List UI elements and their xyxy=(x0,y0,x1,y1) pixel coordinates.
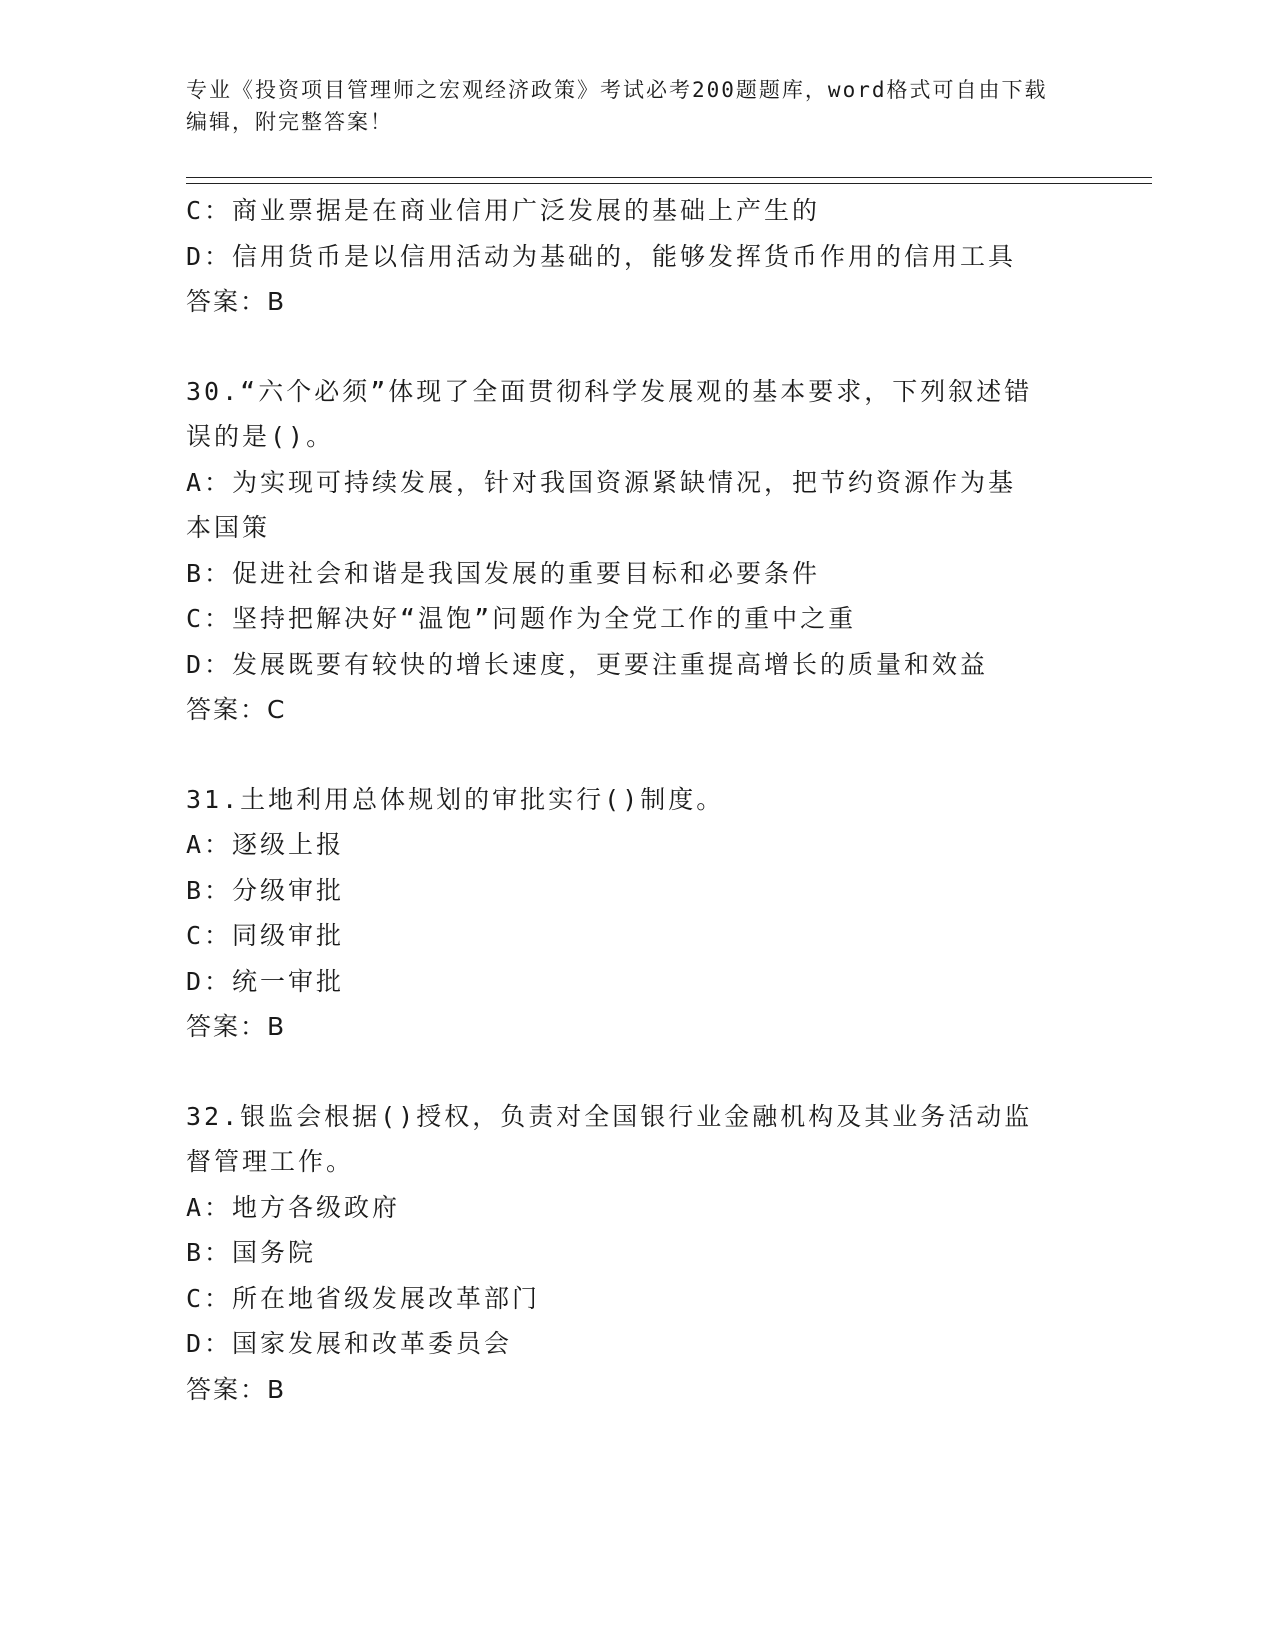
option-a: A：地方各级政府 xyxy=(186,1192,401,1222)
question-content xyxy=(186,188,1086,1412)
continued-question xyxy=(186,188,1086,325)
option-b: B：国务院 xyxy=(186,1238,317,1267)
spacer xyxy=(186,733,1086,777)
question-stem: 32.银监会根据()授权，负责对全国银行业金融机构及其业务活动监督管理工作。 xyxy=(186,1101,1033,1176)
answer-line: 答案：B xyxy=(186,1374,287,1404)
option-a: A：为实现可持续发展，针对我国资源紧缺情况，把节约资源作为基本国策 xyxy=(186,467,1017,542)
question-31 xyxy=(186,777,1086,1050)
option-d: D：信用货币是以信用活动为基础的，能够发挥货币作用的信用工具 xyxy=(186,241,1017,271)
option-c: C：所在地省级发展改革部门 xyxy=(186,1283,541,1313)
question-stem: 30.“六个必须”体现了全面贯彻科学发展观的基本要求，下列叙述错误的是()。 xyxy=(186,376,1033,451)
document-header xyxy=(186,74,1066,138)
header-text: 专业《投资项目管理师之宏观经济政策》考试必考200题题库，word格式可自由下载编辑，附完整答案！ xyxy=(186,78,1048,134)
option-c: C：坚持把解决好“温饱”问题作为全党工作的重中之重 xyxy=(186,604,857,633)
answer-line: 答案：C xyxy=(186,695,287,724)
option-a: A：逐级上报 xyxy=(186,830,345,859)
option-b: B：分级审批 xyxy=(186,875,345,905)
question-30 xyxy=(186,369,1086,733)
answer-line: 答案：B xyxy=(186,1012,287,1041)
question-32 xyxy=(186,1094,1086,1413)
option-d: D：发展既要有较快的增长速度，更要注重提高增长的质量和效益 xyxy=(186,649,989,679)
header-divider xyxy=(186,177,1152,184)
option-d: D：统一审批 xyxy=(186,966,345,996)
spacer xyxy=(186,1050,1086,1094)
question-stem: 31.土地利用总体规划的审批实行()制度。 xyxy=(186,784,725,814)
answer-line: 答案：B xyxy=(186,287,287,316)
option-c: C：同级审批 xyxy=(186,921,345,950)
spacer xyxy=(186,325,1086,369)
option-d: D：国家发展和改革委员会 xyxy=(186,1329,513,1358)
option-b: B：促进社会和谐是我国发展的重要目标和必要条件 xyxy=(186,558,821,588)
option-c: C：商业票据是在商业信用广泛发展的基础上产生的 xyxy=(186,196,821,225)
